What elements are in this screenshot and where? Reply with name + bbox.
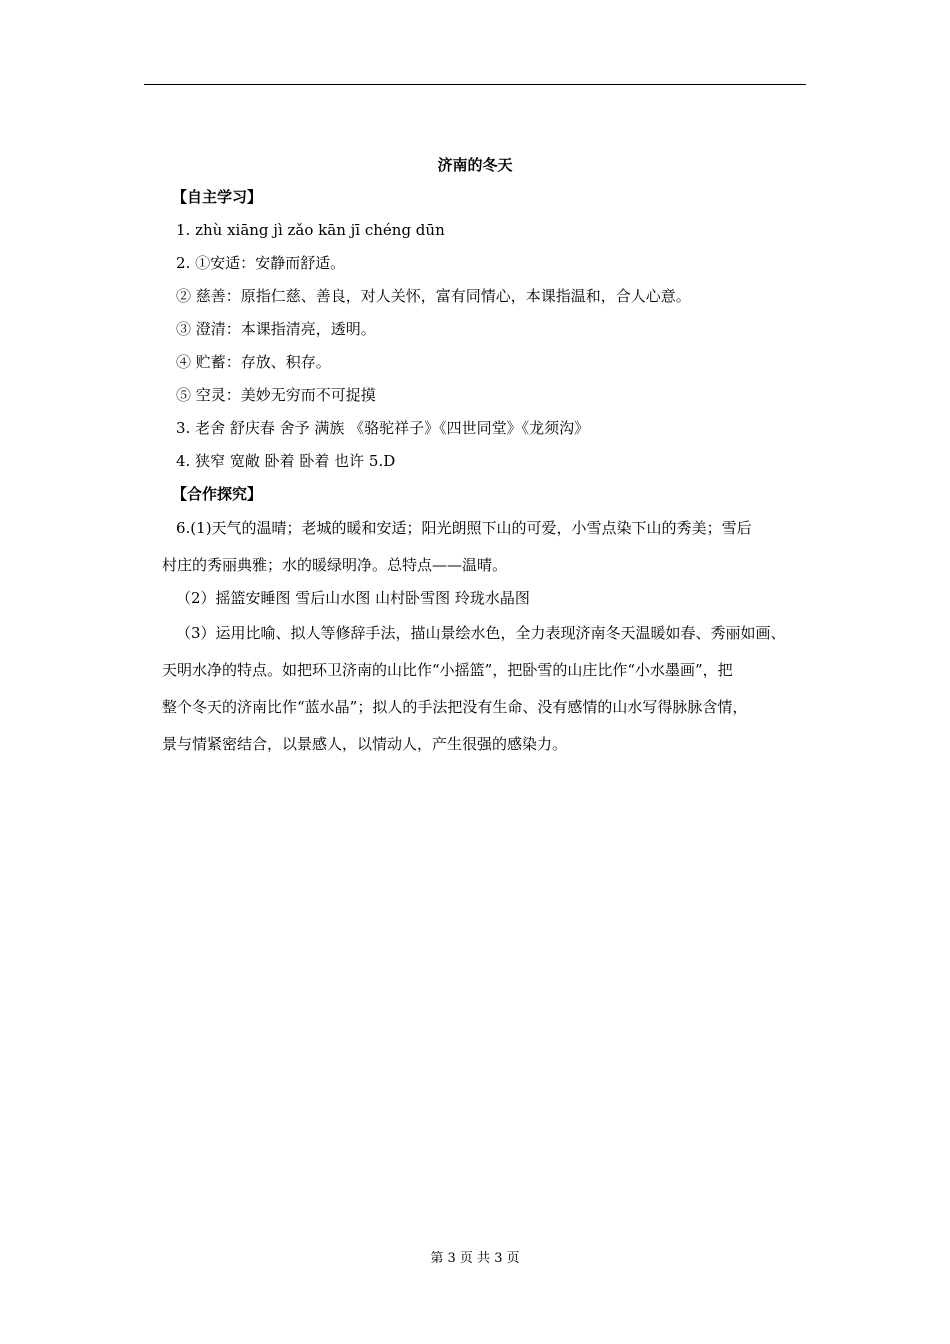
answer-line-6: ⑤ 空灵：美妙无穷而不可捉摸 (176, 386, 376, 404)
answer-line-1: 1. zhù xiāng jì zǎo kān jī chéng dūn (176, 221, 445, 239)
answer-line-14: 整个冬天的济南比作“蓝水晶”；拟人的手法把没有生命、没有感情的山水写得脉脉含情， (162, 698, 748, 716)
section-explore: 【合作探究】 (172, 485, 263, 503)
answer-line-9: 6.(1)天气的温晴；老城的暖和安适；阳光朗照下山的可爱，小雪点染下山的秀美；雪后 (176, 519, 752, 537)
answer-line-10: 村庄的秀丽典雅；水的暖绿明净。总特点——温晴。 (162, 556, 508, 574)
page-footer: 第 3 页 共 3 页 (430, 1251, 520, 1266)
section-self-study: 【自主学习】 (172, 188, 263, 206)
answer-line-7: 3. 老舍 舒庆春 舍予 满族 《骆驼祥子》《四世同堂》《龙须沟》 (176, 419, 590, 437)
answer-line-2: 2. ①安适：安静而舒适。 (176, 254, 346, 272)
answer-line-4: ③ 澄清：本课指清亮，透明。 (176, 320, 376, 338)
answer-line-15: 景与情紧密结合，以景感人，以情动人，产生很强的感染力。 (162, 735, 568, 753)
answer-line-13: 天明水净的特点。如把环卫济南的山比作“小摇篮”，把卧雪的山庄比作“小水墨画”，把 (162, 661, 733, 679)
answer-line-8: 4. 狭窄 宽敞 卧着 卧着 也许 5.D (176, 452, 396, 470)
answer-line-11: （2）摇篮安睡图 雪后山水图 山村卧雪图 玲珑水晶图 (176, 589, 530, 607)
answer-line-12: （3）运用比喻、拟人等修辞手法，描山景绘水色，全力表现济南冬天温暖如春、秀丽如画、 (176, 624, 786, 642)
answer-line-3: ② 慈善：原指仁慈、善良，对人关怀，富有同情心，本课指温和，合人心意。 (176, 287, 691, 305)
answer-line-5: ④ 贮蓄：存放、积存。 (176, 353, 331, 371)
header-rule (144, 84, 806, 85)
page-title: 济南的冬天 (437, 156, 513, 174)
